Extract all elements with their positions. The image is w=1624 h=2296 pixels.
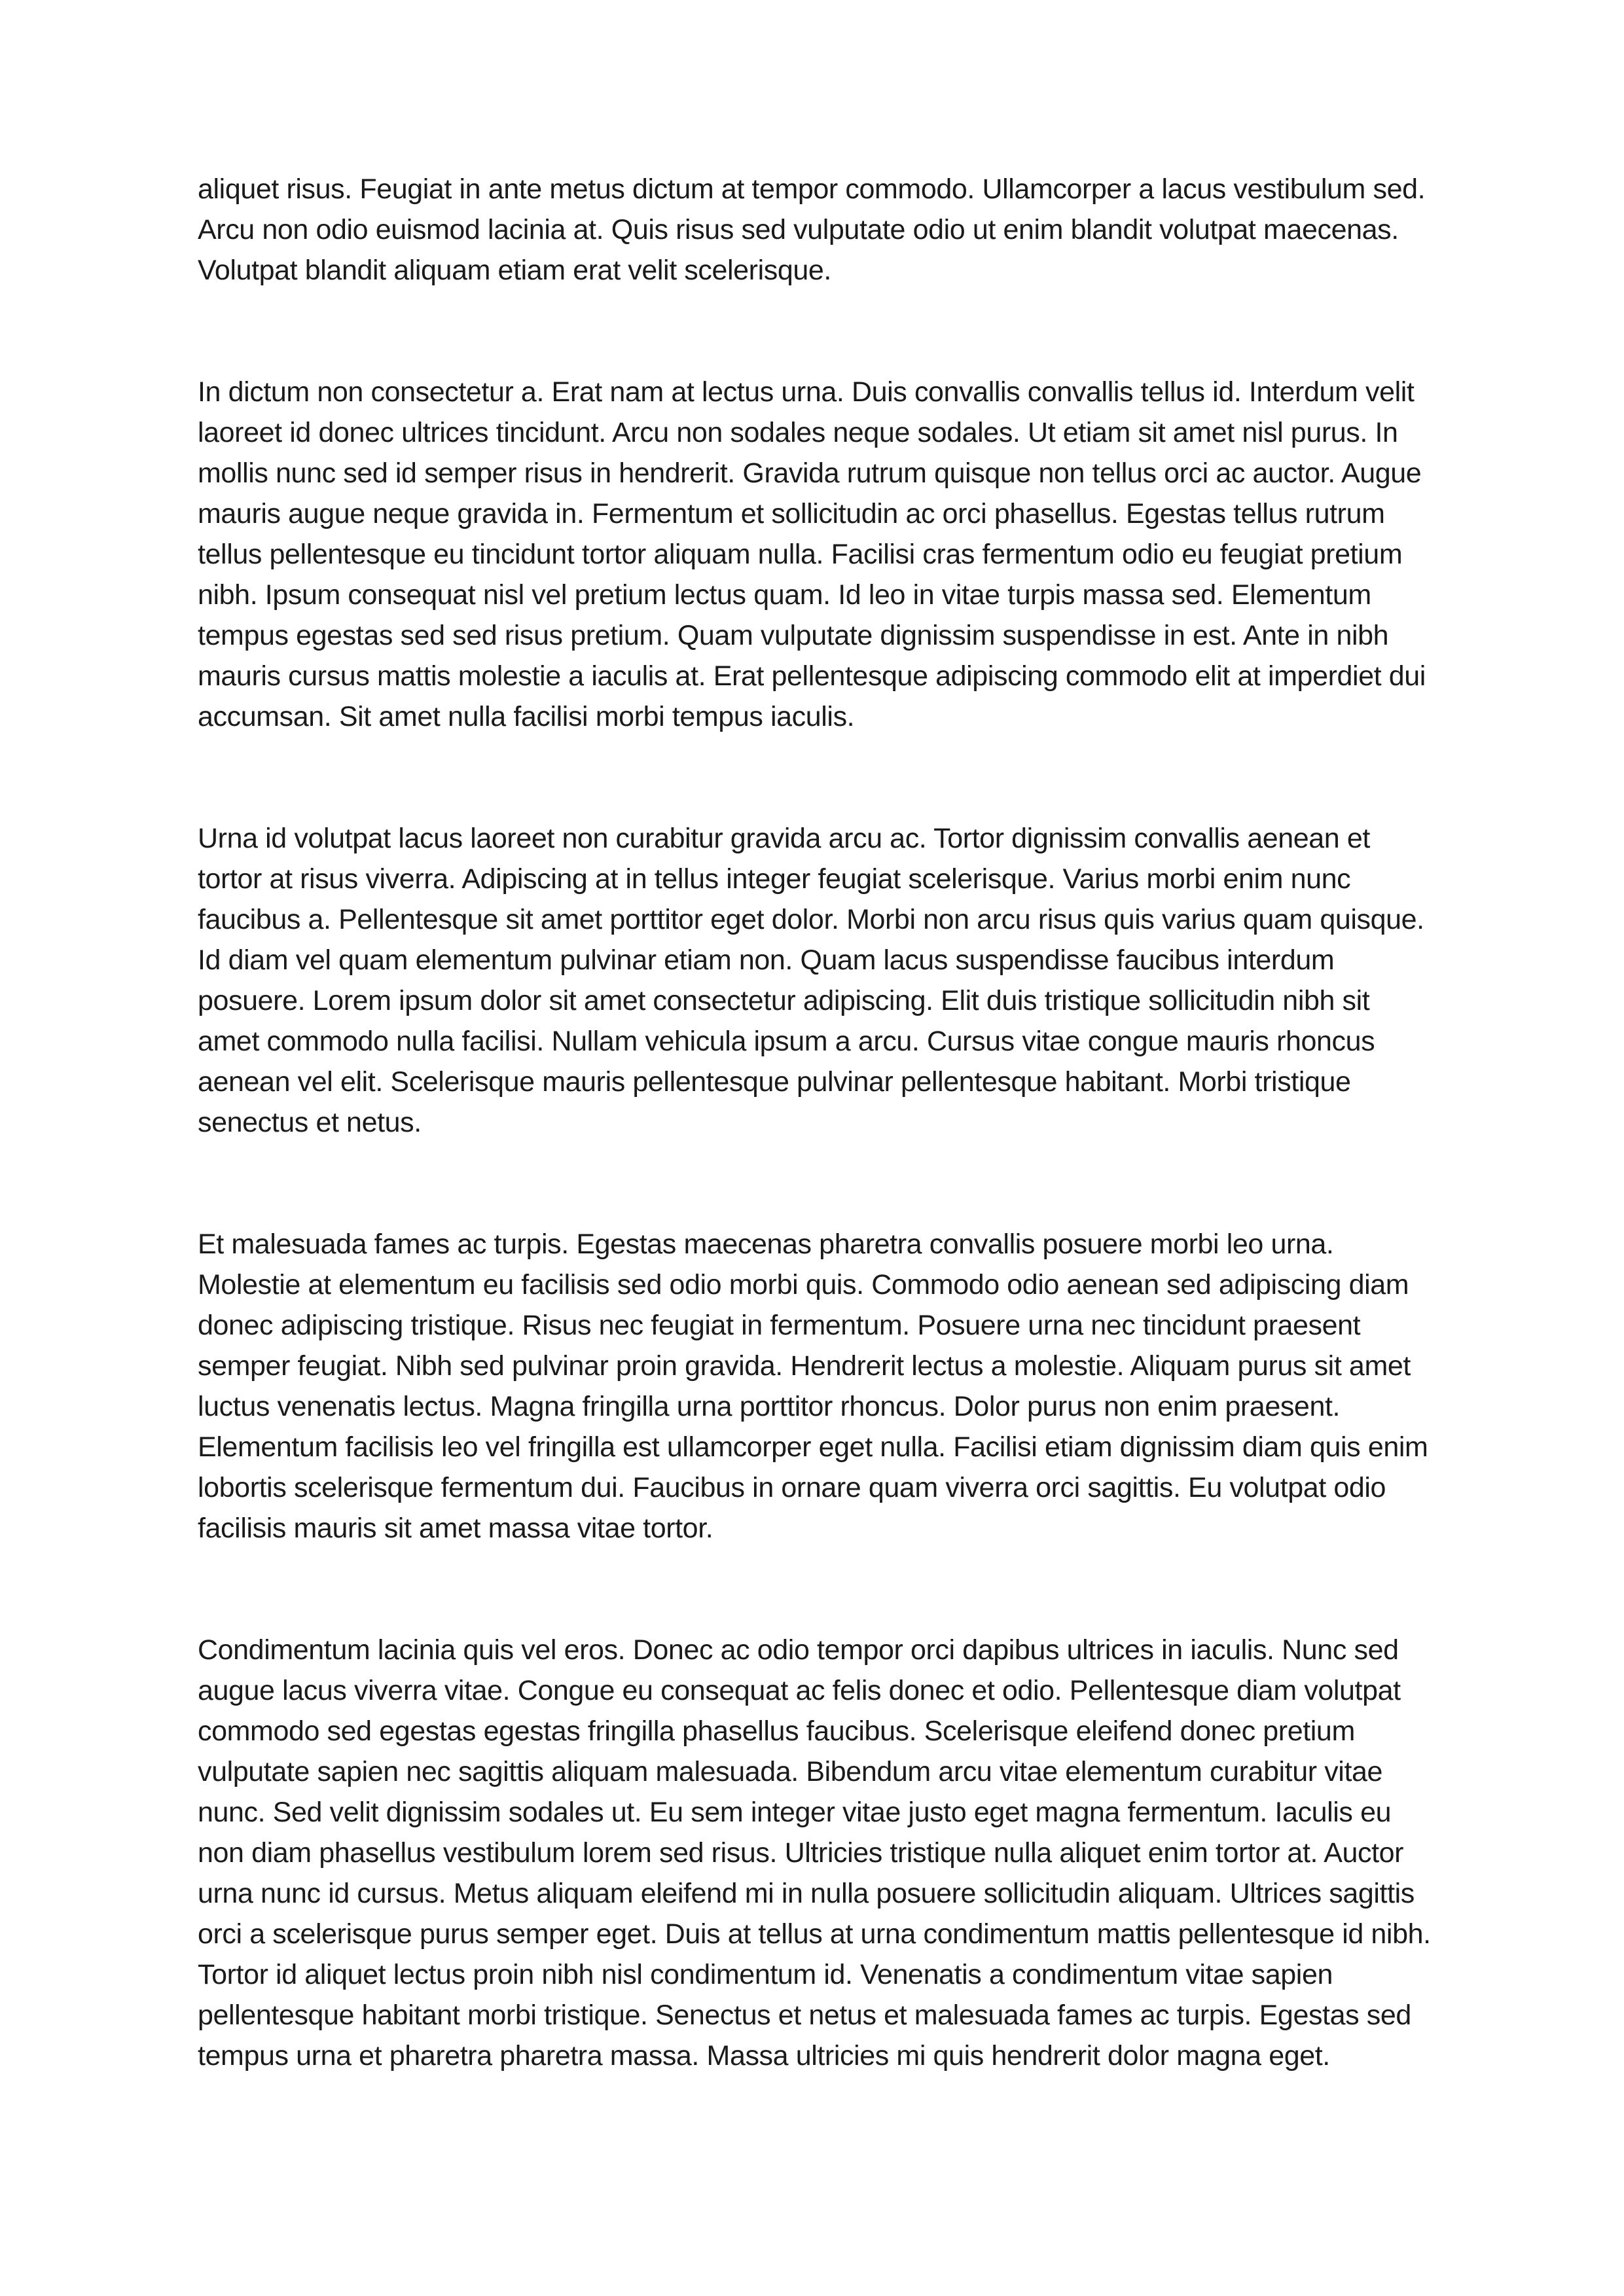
paragraph-2: In dictum non consectetur a. Erat nam at lectus urna. Duis convallis convallis tellus id. Interdum velit laoreet id donec ultrices tincidunt. Arcu non sodales neque sodales. Ut etiam sit amet nisl purus. In mollis nunc sed id semper risus in hendrerit. Gravida rutrum quisque non tellus orci ac auctor. Augue mauris augue neque gravida in. Fermentum et sollicitudin ac orci phasellus. Egestas tellus rutrum tellus pellentesque eu tincidunt tortor aliquam nulla. Facilisi cras fermentum odio eu feugiat pretium nibh. Ipsum consequat nisl vel pretium lectus quam. Id leo in vitae turpis massa sed. Elementum tempus egestas sed sed risus pretium. Quam vulputate dignissim suspendisse in est. Ante in nibh mauris cursus mattis molestie a iaculis at. Erat pellentesque adipiscing commodo elit at imperdiet dui accumsan. Sit amet nulla facilisi morbi tempus iaculis. xyxy=(198,376,1426,732)
paragraph-3: Urna id volutpat lacus laoreet non curabitur gravida arcu ac. Tortor dignissim convallis aenean et tortor at risus viverra. Adipiscing at in tellus integer feugiat scelerisque. Varius morbi enim nunc faucibus a. Pellentesque sit amet porttitor eget dolor. Morbi non arcu risus quis varius quam quisque. Id diam vel quam elementum pulvinar etiam non. Quam lacus suspendisse faucibus interdum posuere. Lorem ipsum dolor sit amet consectetur adipiscing. Elit duis tristique sollicitudin nibh sit amet commodo nulla facilisi. Nullam vehicula ipsum a arcu. Cursus vitae congue mauris rhoncus aenean vel elit. Scelerisque mauris pellentesque pulvinar pellentesque habitant. Morbi tristique senectus et netus. xyxy=(198,823,1424,1138)
paragraph-1: aliquet risus. Feugiat in ante metus dictum at tempor commodo. Ullamcorper a lacus vestibulum sed. Arcu non odio euismod lacinia at. Quis risus sed vulputate odio ut enim blandit volutpat maecenas. Volutpat blandit aliquam etiam erat velit scelerisque. xyxy=(198,173,1426,286)
paragraph-4: Et malesuada fames ac turpis. Egestas maecenas pharetra convallis posuere morbi leo urna. Molestie at elementum eu facilisis sed odio morbi quis. Commodo odio aenean sed adipiscing diam donec adipiscing tristique. Risus nec feugiat in fermentum. Posuere urna nec tincidunt praesent semper feugiat. Nibh sed pulvinar proin gravida. Hendrerit lectus a molestie. Aliquam purus sit amet luctus venenatis lectus. Magna fringilla urna porttitor rhoncus. Dolor purus non enim praesent. Elementum facilisis leo vel fringilla est ullamcorper eget nulla. Facilisi etiam dignissim diam quis enim lobortis scelerisque fermentum dui. Faucibus in ornare quam viverra orci sagittis. Eu volutpat odio facilisis mauris sit amet massa vitae tortor. xyxy=(198,1229,1428,1544)
document-text-block xyxy=(198,169,1436,2076)
paragraph-5: Condimentum lacinia quis vel eros. Donec ac odio tempor orci dapibus ultrices in iaculis. Nunc sed augue lacus viverra vitae. Congue eu consequat ac felis donec et odio. Pellentesque diam volutpat commodo sed egestas egestas fringilla phasellus faucibus. Scelerisque eleifend donec pretium vulputate sapien nec sagittis aliquam malesuada. Bibendum arcu vitae elementum curabitur vitae nunc. Sed velit dignissim sodales ut. Eu sem integer vitae justo eget magna fermentum. Iaculis eu non diam phasellus vestibulum lorem sed risus. Ultricies tristique nulla aliquet enim tortor at. Auctor urna nunc id cursus. Metus aliquam eleifend mi in nulla posuere sollicitudin aliquam. Ultrices sagittis orci a scelerisque purus semper eget. Duis at tellus at urna condimentum mattis pellentesque id nibh. Tortor id aliquet lectus proin nibh nisl condimentum id. Venenatis a condimentum vitae sapien pellentesque habitant morbi tristique. Senectus et netus et malesuada fames ac turpis. Egestas sed tempus urna et pharetra pharetra massa. Massa ultricies mi quis hendrerit dolor magna eget. xyxy=(198,1634,1431,2072)
